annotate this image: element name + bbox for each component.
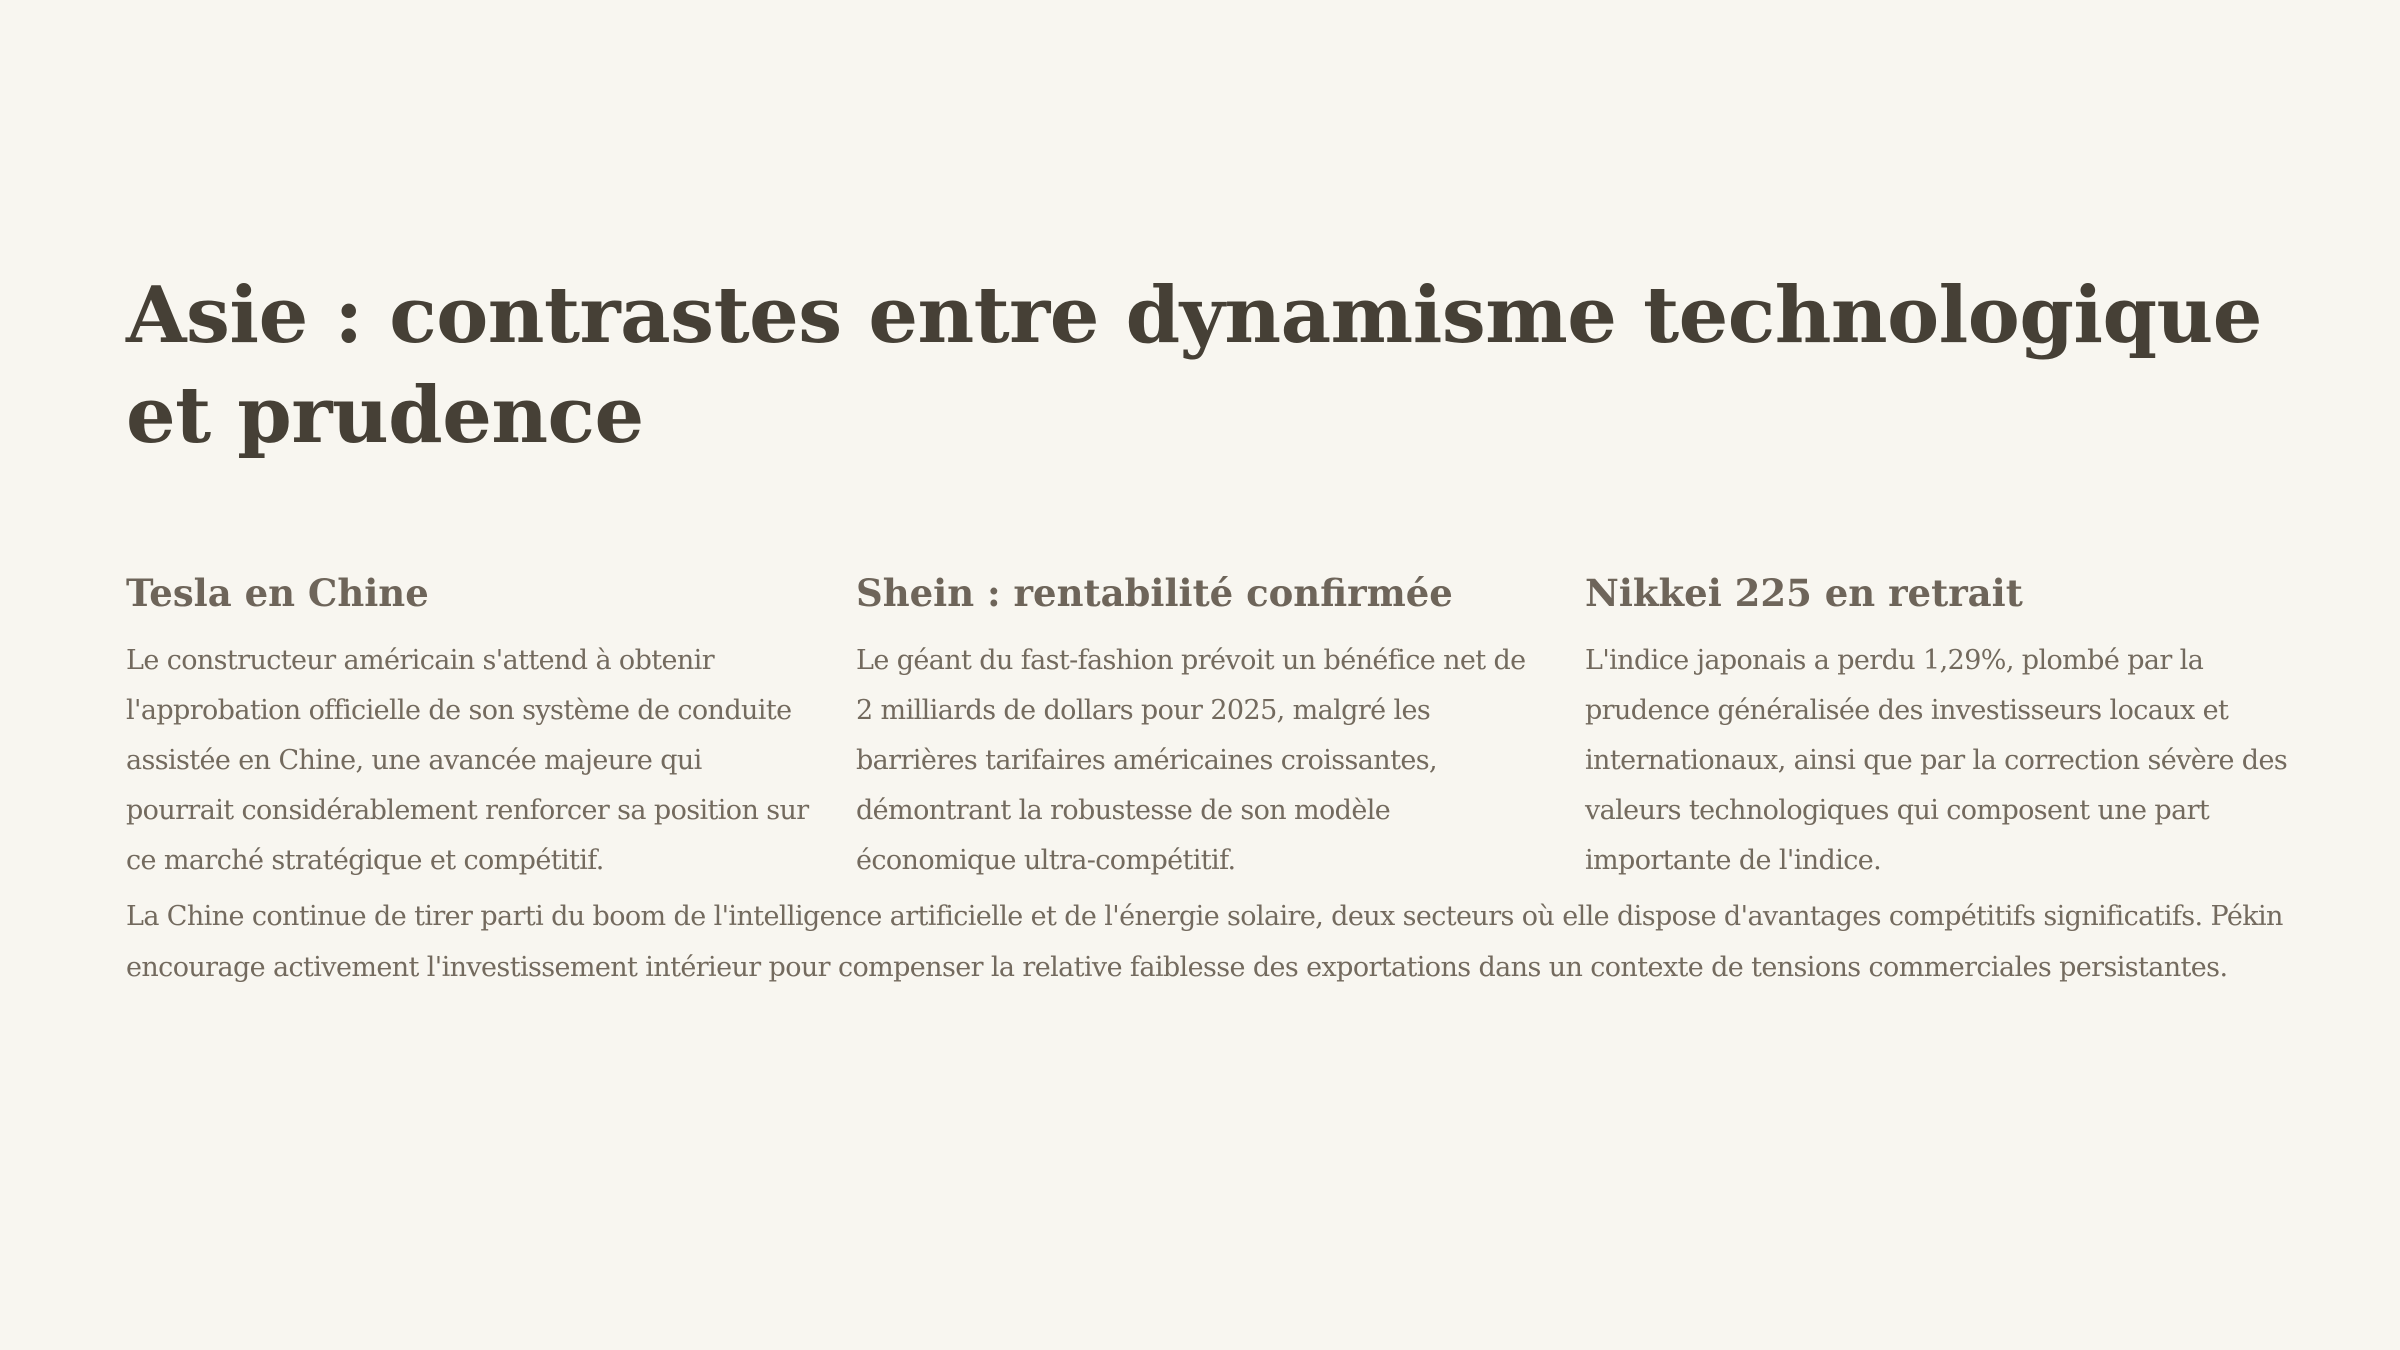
column-body: L'indice japonais a perdu 1,29%, plombé par la prudence généralisée des investisseurs locaux et internationaux, ainsi que par la correction sévère des valeurs technologiques qui composent une part importante de l'indice.	[1585, 645, 2288, 876]
column-body: Le géant du fast-fashion prévoit un bénéfice net de 2 milliards de dollars pour 2025, malgré les barrières tarifaires américaines croissantes, démontrant la robustesse de son modèle économique ultra-compétitif.	[856, 645, 1526, 876]
summary-paragraph: La Chine continue de tirer parti du boom de l'intelligence artificielle et de l'énergie solaire, deux secteurs où elle dispose d'avantages compétitifs significatifs. Pékin encourage activement l'investissement intérieur pour compenser la relative faiblesse des exportations dans un contexte de tensions commerciales persistantes.	[126, 901, 2283, 983]
column-shein	[856, 569, 1546, 886]
columns	[126, 569, 2286, 887]
column-nikkei	[1585, 569, 2305, 886]
slide	[126, 266, 2286, 993]
column-heading: Shein : rentabilité confirmée	[856, 571, 1453, 615]
column-heading: Nikkei 225 en retrait	[1585, 571, 2023, 615]
column-tesla	[126, 569, 816, 886]
column-body: Le constructeur américain s'attend à obtenir l'approbation officielle de son système de conduite assistée en Chine, une avancée majeure qui pourrait considérablement renforcer sa position sur ce marché stratégique et compétitif.	[126, 645, 809, 876]
slide-title: Asie : contrastes entre dynamisme technologique et prudence	[126, 270, 2262, 461]
column-heading: Tesla en Chine	[126, 571, 429, 615]
